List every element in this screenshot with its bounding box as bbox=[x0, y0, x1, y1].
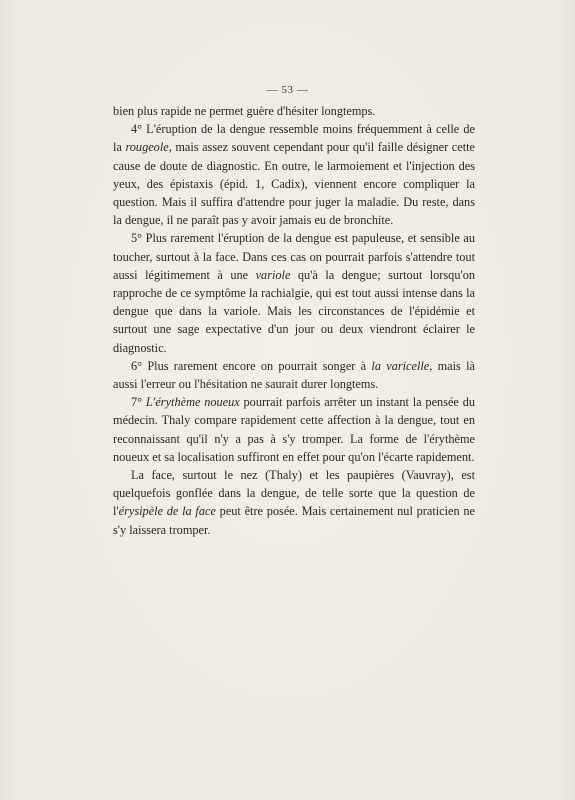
italic-term: érysipèle de la face bbox=[118, 504, 216, 519]
paragraph-4 bbox=[113, 393, 475, 466]
paragraph-2 bbox=[113, 229, 475, 356]
paragraph-3 bbox=[113, 357, 475, 393]
paragraph-5 bbox=[113, 466, 475, 539]
text-run: peut être posée. Mais certainement nul praticien ne s'y laissera tromper. bbox=[113, 504, 475, 537]
paragraph-1 bbox=[113, 120, 475, 229]
italic-term: L'érythème noueux bbox=[145, 395, 240, 410]
text-run: La face, surtout le nez (Thaly) et les paupières (Vauvray), est quelquefois gonflée dans la dengue, de telle sorte que la question de l' bbox=[113, 468, 475, 519]
italic-term: rougeole bbox=[125, 140, 169, 155]
page-number: — 53 — bbox=[266, 84, 309, 96]
paragraph-0 bbox=[113, 102, 475, 120]
text-run: 6° Plus rarement encore on pourrait songer à bbox=[131, 358, 372, 373]
italic-term: la varicelle bbox=[371, 358, 430, 373]
text-run: , mais assez souvent cependant pour qu'il faille désigner cette cause de doute de diagnostic. En outre, le larmoiement et l'injection des yeux, des épistaxis (épid. 1, Cadix), viennent encore compliquer la question. Mais il suffira d'attendre pour juger la maladie. Du reste, dans la dengue, il ne paraît pas y avoir jamais eu de bronchite. bbox=[113, 140, 475, 228]
text-run: 5° Plus rarement l'éruption de la dengue est papuleuse, et sensible au toucher, surtout à la face. Dans ces cas on pourrait parfois s'attendre tout aussi légitimement à une bbox=[113, 231, 475, 282]
text-run: 7° bbox=[131, 395, 146, 410]
text-run: , mais là aussi l'erreur ou l'hésitation ne saurait durer longtems. bbox=[113, 358, 475, 392]
text-run: qu'à la dengue; surtout lorsqu'on rapproche de ce symptôme la rachialgie, qui est tout aussi intense dans la dengue que dans la variole. Mais les circonstances de l'épidémie et surtout une sage expectative d'un jour ou deux viendront éclairer le diagnostic. bbox=[113, 267, 475, 355]
body-text bbox=[113, 102, 475, 539]
italic-term: variole bbox=[255, 267, 291, 282]
text-run: bien plus rapide ne permet guère d'hésiter longtemps. bbox=[113, 104, 376, 118]
text-run: 4° L'éruption de la dengue ressemble moins fréquemment à celle de la bbox=[113, 122, 475, 155]
text-run: pourrait parfois arrêter un instant la pensée du médecin. Thaly compare rapidement cette affection à la dengue, tout en reconnaissant qu'il n'y a pas à s'y tromper. La forme de l'érythème noueux et sa localisation suffiront en effet pour qu'on l'écarte rapidement. bbox=[113, 395, 475, 464]
